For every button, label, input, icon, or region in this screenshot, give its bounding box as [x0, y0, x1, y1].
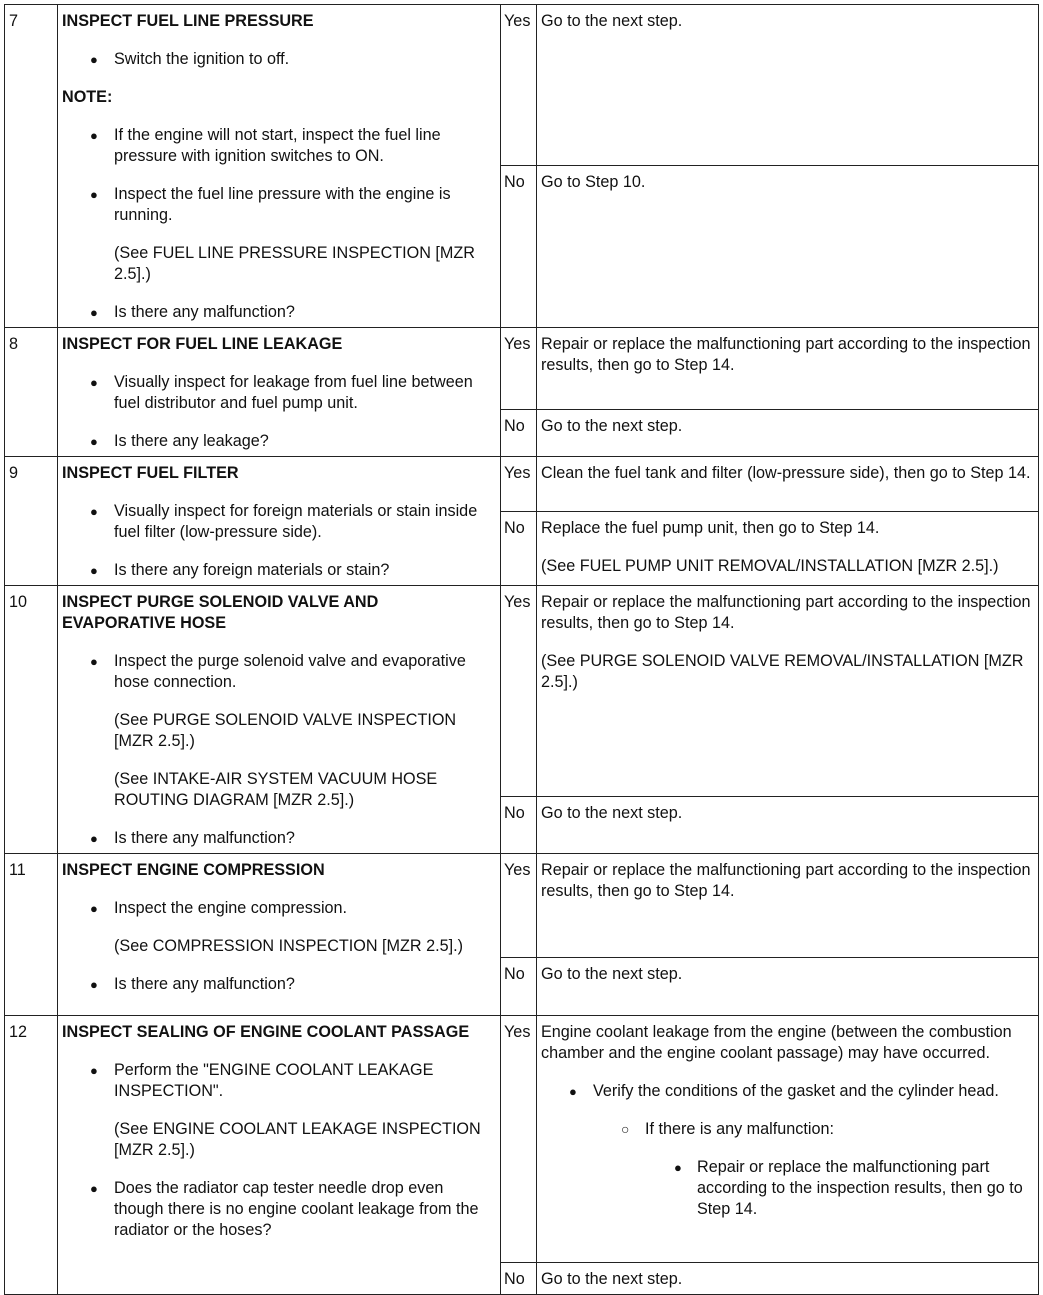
note-label: NOTE:: [62, 88, 113, 106]
yes-action: [537, 586, 1039, 797]
question-item: ● Is there any malfunction?: [62, 828, 496, 849]
yes-action: [537, 1016, 1039, 1263]
yes-label: Yes: [501, 457, 537, 512]
yes-label: Yes: [501, 328, 537, 410]
no-action: Go to the next step.: [537, 409, 1039, 456]
step-number: 9: [5, 457, 58, 586]
yes-label: Yes: [501, 1016, 537, 1263]
yes-label: Yes: [501, 854, 537, 958]
step-number: 12: [5, 1016, 58, 1295]
no-action: Go to the next step.: [537, 1263, 1039, 1295]
no-action: Go to the next step.: [537, 958, 1039, 1016]
reference-text: (See FUEL LINE PRESSURE INSPECTION [MZR 2.5].): [114, 244, 475, 283]
reference-text: (See COMPRESSION INSPECTION [MZR 2.5].): [114, 937, 463, 955]
no-action: Go to Step 10.: [537, 165, 1039, 327]
question-item: ● Is there any malfunction?: [62, 974, 496, 995]
step-9-row-yes: [5, 457, 1039, 512]
no-label: No: [501, 1263, 537, 1295]
diagnostic-procedure-table: [4, 4, 1039, 1295]
reference-text: (See PURGE SOLENOID VALVE INSPECTION [MZR 2.5].): [114, 711, 457, 750]
bullet-item: ● Inspect the purge solenoid valve and evaporative hose connection.: [62, 651, 496, 693]
step-12-row-yes: [5, 1016, 1039, 1263]
yes-action-text: Repair or replace the malfunctioning part according to the inspection results, then go to Step 14.: [541, 593, 1031, 632]
step-number: 7: [5, 5, 58, 328]
bullet-item: ● Switch the ignition to off.: [62, 49, 496, 70]
step-action: [58, 5, 501, 328]
reference-text: (See PURGE SOLENOID VALVE REMOVAL/INSTALLATION [MZR 2.5].): [541, 652, 1024, 691]
step-action: [58, 457, 501, 586]
step-8-row-yes: [5, 328, 1039, 410]
step-title: INSPECT ENGINE COMPRESSION: [62, 861, 325, 879]
step-10-row-yes: [5, 586, 1039, 797]
reference-text: (See INTAKE-AIR SYSTEM VACUUM HOSE ROUTING DIAGRAM [MZR 2.5].): [114, 770, 438, 809]
yes-action: Repair or replace the malfunctioning part according to the inspection results, then go to Step 14.: [537, 854, 1039, 958]
step-number: 11: [5, 854, 58, 1016]
no-label: No: [501, 409, 537, 456]
step-number: 8: [5, 328, 58, 457]
yes-label: Yes: [501, 5, 537, 166]
question-item: ● Is there any malfunction?: [62, 302, 496, 323]
yes-action: Repair or replace the malfunctioning part according to the inspection results, then go to Step 14.: [537, 328, 1039, 410]
step-title: INSPECT FUEL LINE PRESSURE: [62, 12, 314, 30]
sub-bullet-item: ● Verify the conditions of the gasket and the cylinder head.: [541, 1081, 1034, 1102]
circle-sub-item: ○ If there is any malfunction:: [541, 1119, 1034, 1140]
nested-bullet-item: ● Repair or replace the malfunctioning part according to the inspection results, then go to Step 14.: [541, 1157, 1034, 1220]
question-item: ● Is there any leakage?: [62, 431, 496, 452]
note-item: ● If the engine will not start, inspect the fuel line pressure with ignition switches to ON.: [62, 125, 496, 167]
step-action: [58, 586, 501, 854]
step-title: INSPECT FUEL FILTER: [62, 464, 239, 482]
no-label: No: [501, 796, 537, 853]
yes-action-text: Engine coolant leakage from the engine (between the combustion chamber and the engine coolant passage) may have occurred.: [541, 1023, 1012, 1062]
step-number: 10: [5, 586, 58, 854]
reference-text: (See FUEL PUMP UNIT REMOVAL/INSTALLATION [MZR 2.5].): [541, 557, 999, 576]
note-item: ● Inspect the fuel line pressure with the engine is running.: [62, 184, 496, 226]
bullet-item: ● Perform the "ENGINE COOLANT LEAKAGE INSPECTION".: [62, 1060, 496, 1102]
no-action: [537, 512, 1039, 586]
step-action: [58, 854, 501, 1016]
step-title: INSPECT SEALING OF ENGINE COOLANT PASSAGE: [62, 1023, 470, 1041]
bullet-item: ● Visually inspect for foreign materials or stain inside fuel filter (low-pressure side).: [62, 501, 496, 543]
no-label: No: [501, 165, 537, 327]
step-11-row-yes: [5, 854, 1039, 958]
question-item: ● Is there any foreign materials or stain?: [62, 560, 496, 581]
yes-action: Go to the next step.: [537, 5, 1039, 166]
no-label: No: [501, 958, 537, 1016]
yes-action: Clean the fuel tank and filter (low-pressure side), then go to Step 14.: [537, 457, 1039, 512]
no-label: No: [501, 512, 537, 586]
no-action: Go to the next step.: [537, 796, 1039, 853]
bullet-item: ● Visually inspect for leakage from fuel line between fuel distributor and fuel pump unit.: [62, 372, 496, 414]
question-item: ● Does the radiator cap tester needle drop even though there is no engine coolant leakage from the radiator or the hoses?: [62, 1178, 496, 1241]
no-action-text: Replace the fuel pump unit, then go to Step 14.: [541, 519, 880, 538]
yes-label: Yes: [501, 586, 537, 797]
step-action: [58, 1016, 501, 1295]
bullet-item: ● Inspect the engine compression.: [62, 898, 496, 919]
step-title: INSPECT PURGE SOLENOID VALVE AND EVAPORATIVE HOSE: [62, 593, 379, 632]
reference-text: (See ENGINE COOLANT LEAKAGE INSPECTION [MZR 2.5].): [114, 1120, 481, 1159]
step-7-row-yes: [5, 5, 1039, 166]
step-action: [58, 328, 501, 457]
step-title: INSPECT FOR FUEL LINE LEAKAGE: [62, 335, 343, 353]
